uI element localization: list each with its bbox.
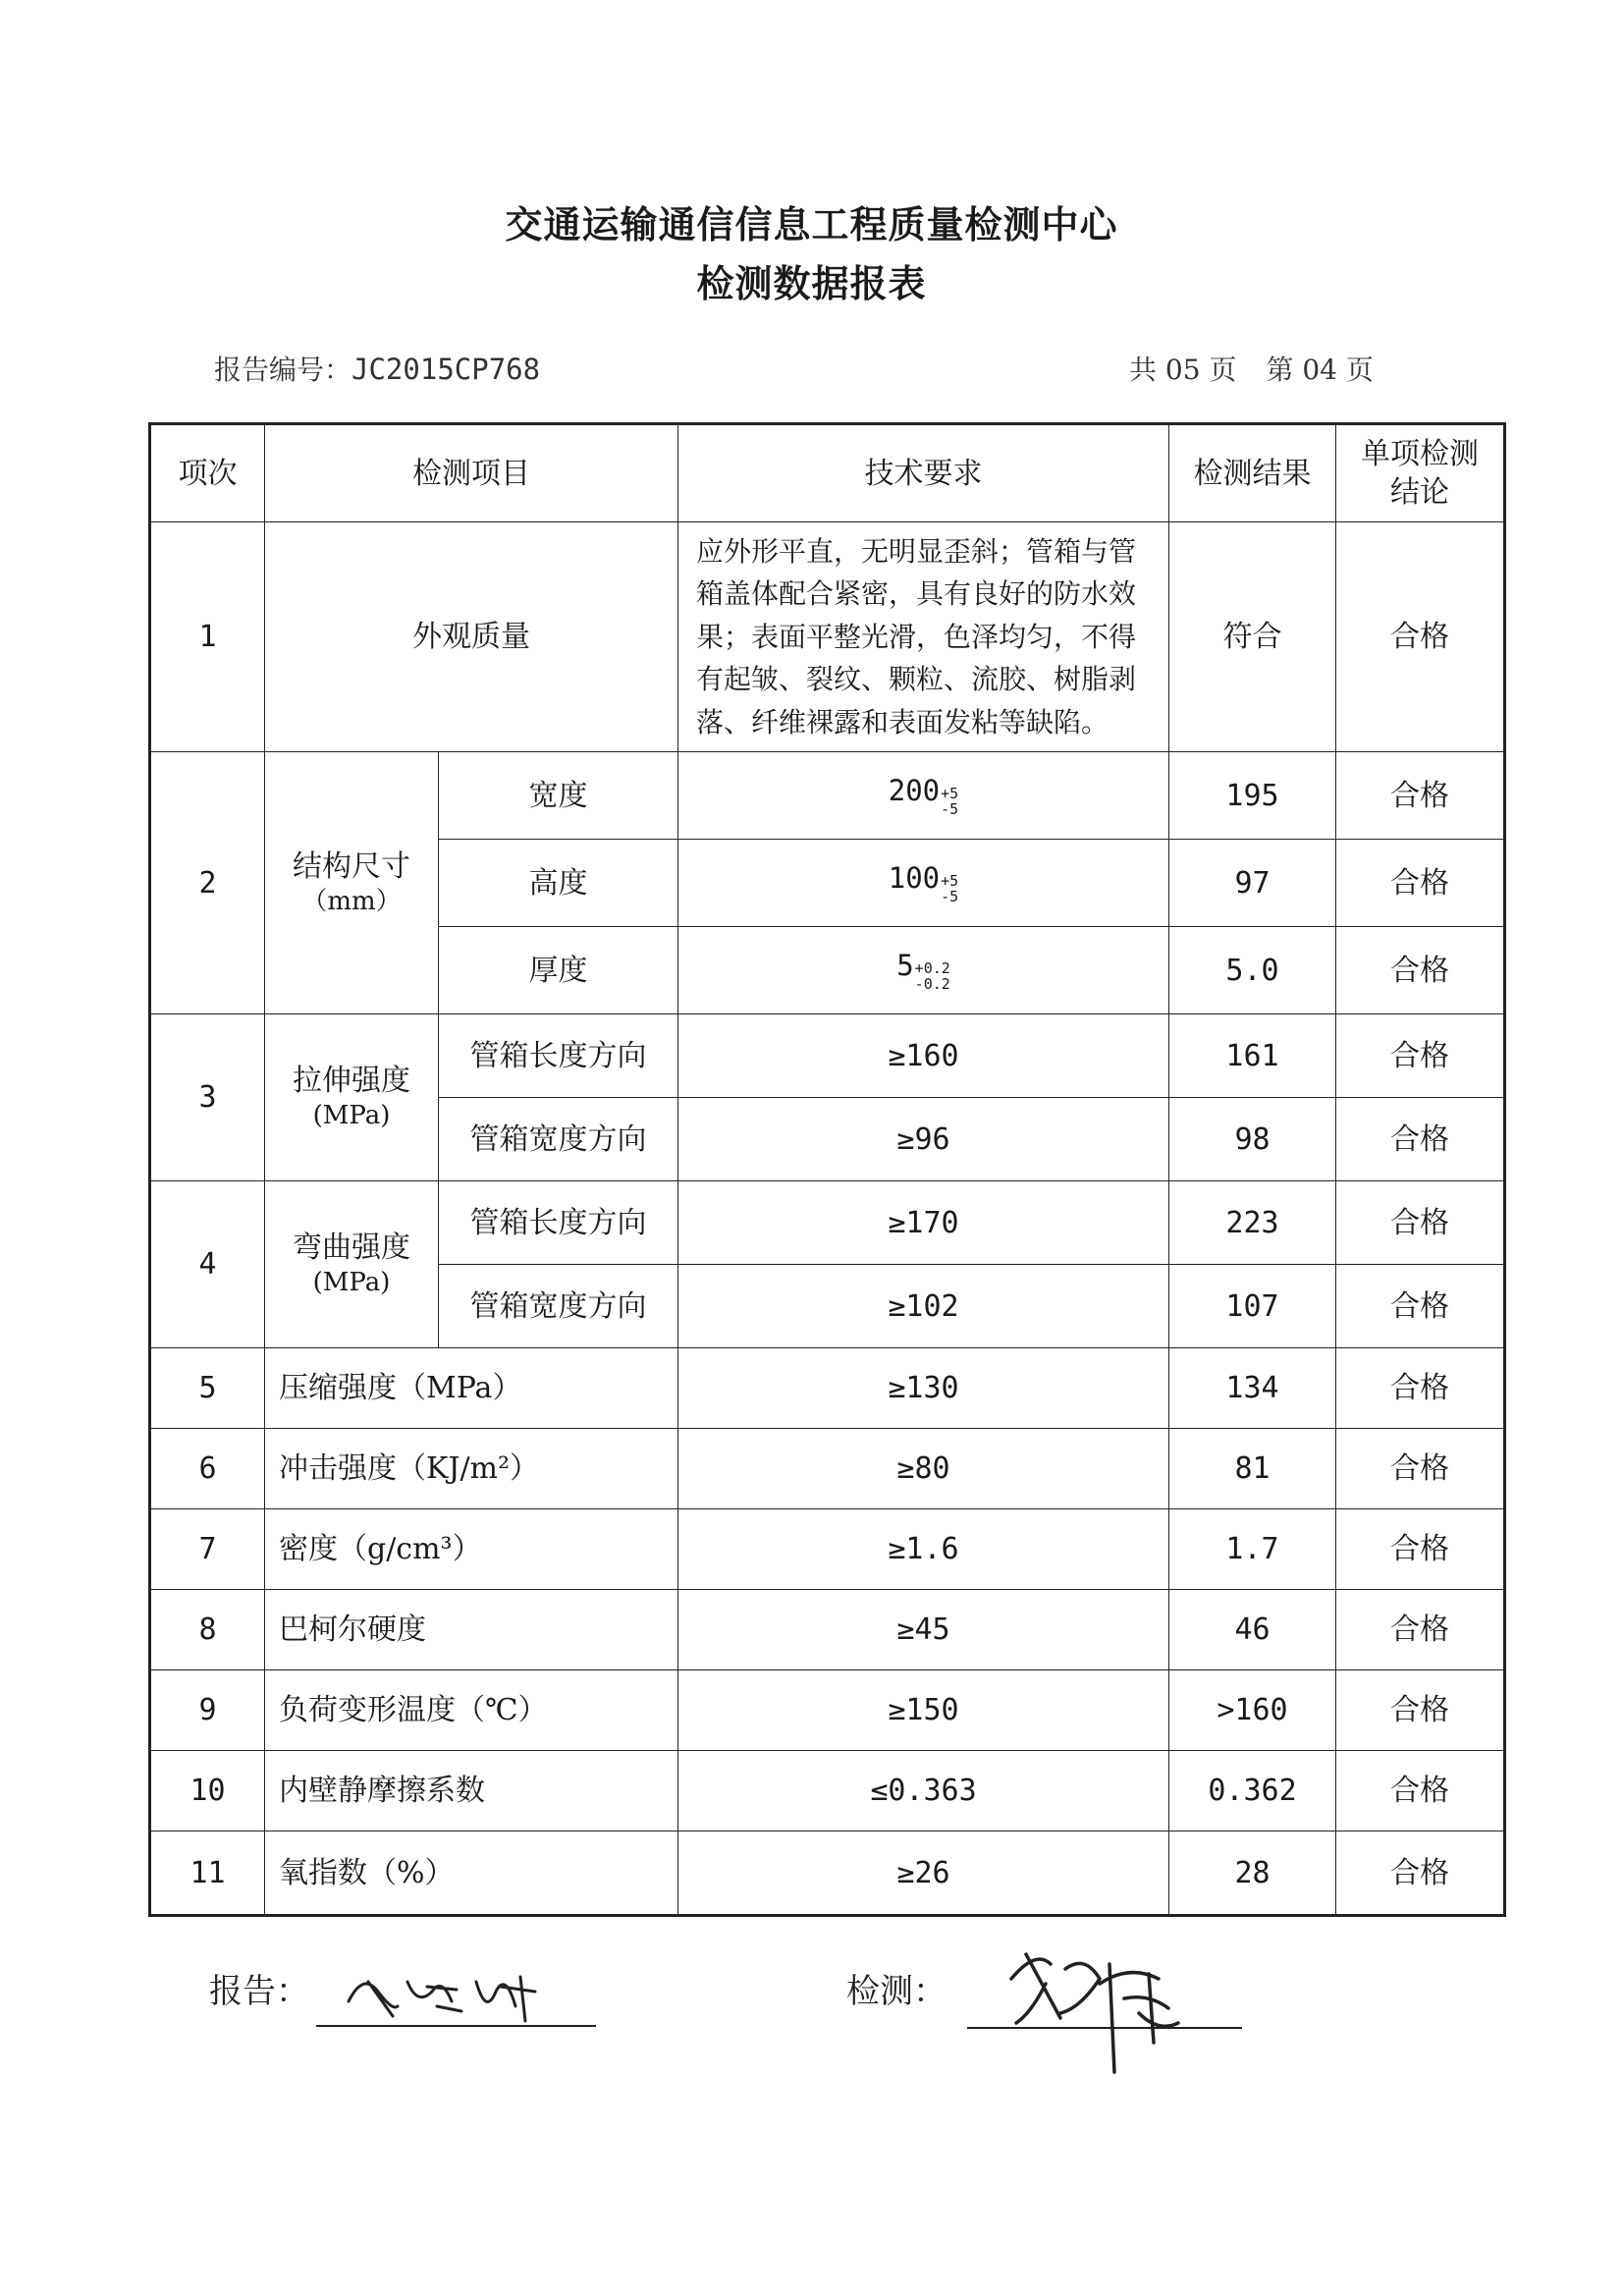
table-header-row (150, 424, 1505, 522)
total-pages: 共 05 页 (1129, 354, 1237, 386)
tester-label: 检测： (846, 1972, 947, 2011)
table-row: 厚度 5 +0.2 -0.2 5.0 合格 (150, 927, 1505, 1014)
item-bending: 弯曲强度 (MPa) (265, 1181, 439, 1348)
report-number (214, 349, 540, 388)
table-row: 2 结构尺寸 （mm） 宽度 200 +5 -5 195 合格 (150, 752, 1505, 840)
table-row: 管箱宽度方向 ≥96 98 合格 (150, 1098, 1505, 1181)
header-result: 检测结果 (1169, 424, 1336, 522)
table-row: 3 拉伸强度 (MPa) 管箱长度方向 ≥160 161 合格 (150, 1014, 1505, 1098)
report-number-value: JC2015CP768 (352, 353, 541, 386)
table-row: 管箱宽度方向 ≥102 107 合格 (150, 1265, 1505, 1348)
header-seq: 项次 (150, 424, 265, 522)
table-row: 高度 100 +5 -5 97 合格 (150, 840, 1505, 927)
table-row: 8 巴柯尔硬度 ≥45 46 合格 (150, 1590, 1505, 1670)
table-row: 4 弯曲强度 (MPa) 管箱长度方向 ≥170 223 合格 (150, 1181, 1505, 1265)
header-conclusion: 单项检测结论 (1336, 424, 1505, 522)
reporter-signature (339, 1962, 555, 2031)
item-tensile: 拉伸强度 (MPa) (265, 1014, 439, 1181)
item-structure-size: 结构尺寸 （mm） (265, 752, 439, 1014)
table-row: 10 内壁静摩擦系数 ≤0.363 0.362 合格 (150, 1751, 1505, 1831)
header-req: 技术要求 (678, 424, 1169, 522)
table-row: 6 冲击强度（KJ/m²） ≥80 81 合格 (150, 1429, 1505, 1509)
report-number-label: 报告编号： (214, 354, 352, 386)
doc-title: 检测数据报表 (696, 262, 927, 305)
header-item: 检测项目 (265, 424, 678, 522)
page-info (1129, 349, 1403, 388)
org-title: 交通运输通信信息工程质量检测中心 (505, 203, 1118, 246)
page-number: 第 04 页 (1266, 354, 1374, 386)
table-row: 7 密度（g/cm³） ≥1.6 1.7 合格 (150, 1509, 1505, 1590)
table-row: 5 压缩强度（MPa） ≥130 134 合格 (150, 1348, 1505, 1429)
data-table (148, 422, 1506, 1917)
reporter-label: 报告： (209, 1972, 309, 2011)
table-row: 11 氧指数（%） ≥26 28 合格 (150, 1831, 1505, 1916)
table-row: 1 外观质量 应外形平直，无明显歪斜；管箱与管箱盖体配合紧密，具有良好的防水效果；表面平整光滑，色泽均匀，不得有起皱、裂纹、颗粒、流胶、树脂剥落、纤维裸露和表面发粘等缺陷。 符合 合格 (150, 522, 1505, 752)
table-row: 9 负荷变形温度（℃） ≥150 >160 合格 (150, 1670, 1505, 1751)
tester-signature (992, 1925, 1208, 2082)
